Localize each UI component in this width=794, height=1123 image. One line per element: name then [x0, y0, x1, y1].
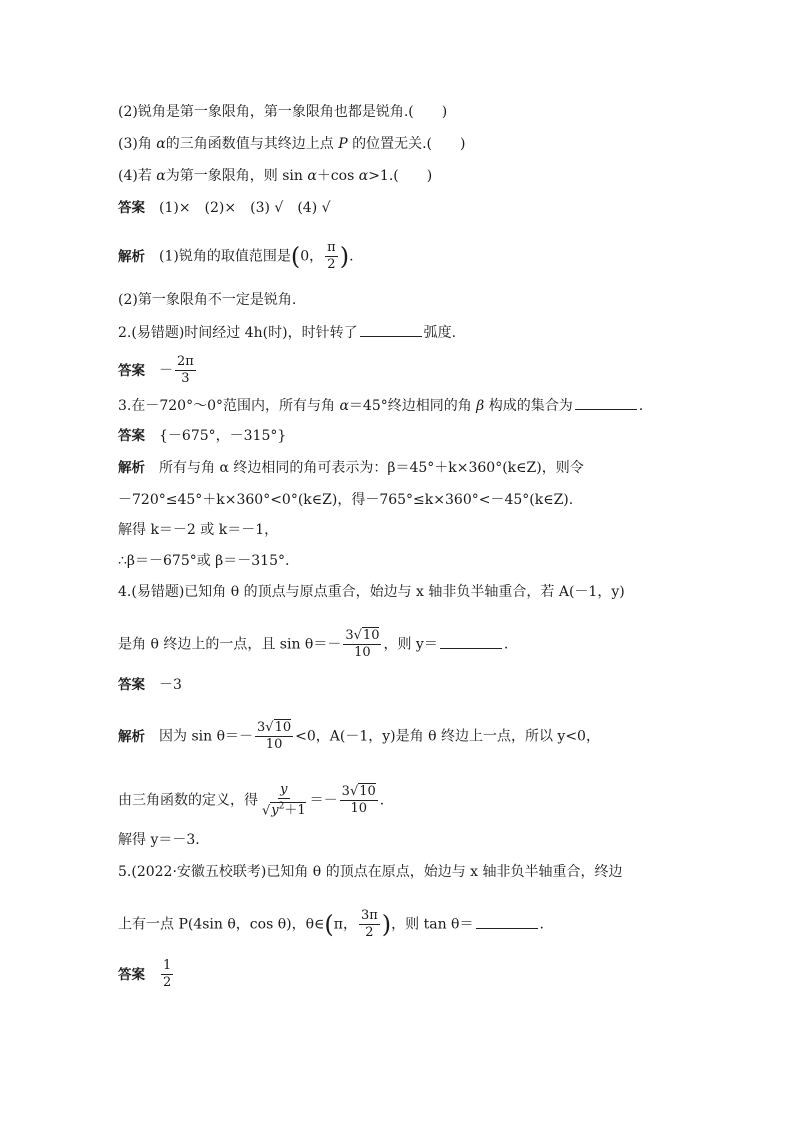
denominator: [260, 799, 308, 819]
answer-label: 答案: [118, 966, 145, 983]
text: 弧度.: [423, 325, 457, 341]
q3-analysis-4: ∴β＝－675°或 β＝－315°.: [118, 553, 290, 569]
fraction: [343, 628, 381, 661]
text: >1.( ): [368, 168, 433, 184]
numerator: [340, 784, 378, 801]
exponent: 2: [278, 802, 285, 812]
text: ，则 tan θ＝: [391, 916, 474, 933]
q3-analysis-2: －720°≤45°＋k×360°<0°(k∈Z)，得－765°≤k×360°<－45°(k∈Z).: [118, 492, 574, 508]
denominator: 3: [181, 371, 190, 386]
text: β: [476, 398, 485, 414]
answer-label: 答案: [118, 362, 145, 379]
answer-label: 答案: [118, 200, 145, 216]
text: ＝－: [309, 792, 338, 809]
text: ＋1: [284, 803, 306, 819]
text: 是角 θ 终边上的一点，且 sin θ＝－: [118, 636, 342, 653]
denominator: 10: [265, 737, 283, 752]
left-paren: (: [290, 242, 301, 271]
text: 构成的集合为: [484, 398, 573, 414]
sqrt-sign: √: [353, 628, 362, 643]
analysis-label: 解析: [118, 248, 145, 265]
sqrt-sign: √: [349, 784, 359, 800]
text: 上有一点 P(4sin θ，cos θ)，θ∈: [118, 916, 325, 933]
left-paren: (: [324, 910, 334, 939]
text: ，则 y＝: [383, 636, 438, 653]
text: α: [339, 398, 349, 414]
sqrt-sign: √: [265, 720, 274, 735]
text: .: [503, 636, 509, 653]
coef: 3: [257, 720, 266, 735]
q4-analysis-2: [118, 782, 384, 819]
answer-label: 答案: [118, 428, 145, 444]
numerator: 1: [163, 958, 172, 973]
fraction: [359, 908, 380, 941]
denominator: 2: [365, 925, 374, 940]
q2-question: [118, 322, 456, 343]
text: 2.(易错题)时间经过 4h(时)，时针转了: [118, 325, 358, 341]
q3-analysis-3: 解得 k＝－2 或 k＝－1，: [118, 522, 279, 538]
text: α: [156, 168, 166, 184]
q2-answer: [118, 354, 198, 387]
radicand: 10: [359, 784, 376, 800]
answer-text: (1)× (2)× (3) √ (4) √: [159, 200, 331, 216]
text: P: [338, 136, 348, 152]
text: α: [358, 168, 369, 184]
text: 所有与角 α 终边相同的角可表示为：β＝45°＋k×360°(k∈Z)，则令: [159, 460, 584, 476]
answer-blank: [360, 322, 422, 337]
text: 为第一象限角，则 sin: [165, 168, 308, 184]
analysis-label: 解析: [118, 460, 145, 476]
sign: －: [159, 362, 173, 379]
denominator: 2: [163, 975, 172, 990]
text: (1)锐角的取值范围是: [159, 248, 291, 265]
text: ＋cos: [316, 168, 359, 184]
q4-answer: [118, 675, 182, 695]
numerator: π: [327, 240, 336, 255]
denominator: 10: [354, 645, 371, 660]
numerator: 3π: [360, 908, 378, 923]
text: <0，A(－1，y)是角 θ 终边上一点，所以 y<0，: [295, 728, 600, 745]
text: (4)若: [118, 168, 157, 184]
q1-item-4: [118, 166, 432, 186]
fraction: [340, 784, 378, 817]
text: 的三角函数值与其终边上点: [165, 136, 339, 152]
answer-blank: [440, 634, 502, 649]
q1-item-3: [118, 134, 465, 154]
q1-answer: [118, 198, 331, 218]
answer-text: {－675°，－315°}: [159, 428, 287, 444]
q1-analysis-1: 解析 (1)锐角的取值范围是(0， $\frac{\pi}{2}$ ).: [118, 240, 354, 272]
fraction: [325, 240, 338, 273]
fraction: [260, 782, 308, 819]
text: .: [539, 916, 544, 933]
right-paren: ): [339, 242, 350, 271]
answer-blank: [476, 914, 538, 929]
text: π，: [333, 916, 357, 933]
q5-question-line-2: [118, 908, 544, 941]
text: 由三角函数的定义，得: [118, 792, 258, 809]
text: 0，: [300, 248, 324, 265]
numerator: [343, 628, 381, 645]
numerator: y: [280, 782, 288, 797]
q3-question: [118, 395, 643, 416]
var: y: [271, 803, 279, 819]
numerator: [255, 720, 293, 737]
right-paren: ): [381, 910, 392, 939]
q1-analysis-2: (2)第一象限角不一定是锐角.: [118, 292, 297, 308]
text: .: [379, 792, 385, 809]
q5-answer: [118, 958, 175, 991]
text: α: [156, 136, 166, 152]
text: (3)角: [118, 136, 157, 152]
coef: 3: [341, 784, 350, 800]
text: 的位置无关.( ): [347, 136, 466, 152]
answer-blank: [575, 395, 637, 410]
fraction: [161, 958, 173, 991]
fraction: [255, 720, 293, 753]
fraction: [175, 354, 196, 387]
q5-question-line-1: 5.(2022·安徽五校联考)已知角 θ 的顶点在原点，始边与 x 轴非负半轴重合，终边: [118, 864, 623, 880]
text: 3.在－720°～0°范围内，所有与角: [118, 398, 340, 414]
analysis-label: 解析: [118, 728, 145, 745]
radicand: [270, 802, 305, 818]
q3-analysis-1: [118, 458, 584, 478]
q4-question-line-2: [118, 628, 508, 661]
sqrt-sign: √: [262, 803, 271, 819]
numerator: 2π: [177, 354, 194, 369]
radicand: 10: [362, 628, 380, 643]
answer-label: 答案: [118, 677, 145, 693]
q4-analysis-1: [118, 720, 600, 753]
text: ＝45°终边相同的角: [348, 398, 477, 414]
q4-analysis-3: 解得 y＝－3.: [118, 832, 200, 848]
q3-answer: [118, 426, 286, 446]
text: α: [307, 168, 317, 184]
text: .: [638, 398, 644, 414]
denominator: 10: [350, 801, 367, 817]
q1-item-2: (2)锐角是第一象限角，第一象限角也都是锐角.( ): [118, 104, 448, 120]
radicand: 10: [274, 720, 292, 735]
text: 因为 sin θ＝－: [159, 728, 254, 745]
denominator: 2: [327, 257, 336, 272]
coef: 3: [345, 628, 354, 643]
q4-question-line-1: 4.(易错题)已知角 θ 的顶点与原点重合，始边与 x 轴非负半轴重合，若 A(－1，y): [118, 584, 625, 600]
answer-text: －3: [159, 677, 182, 693]
